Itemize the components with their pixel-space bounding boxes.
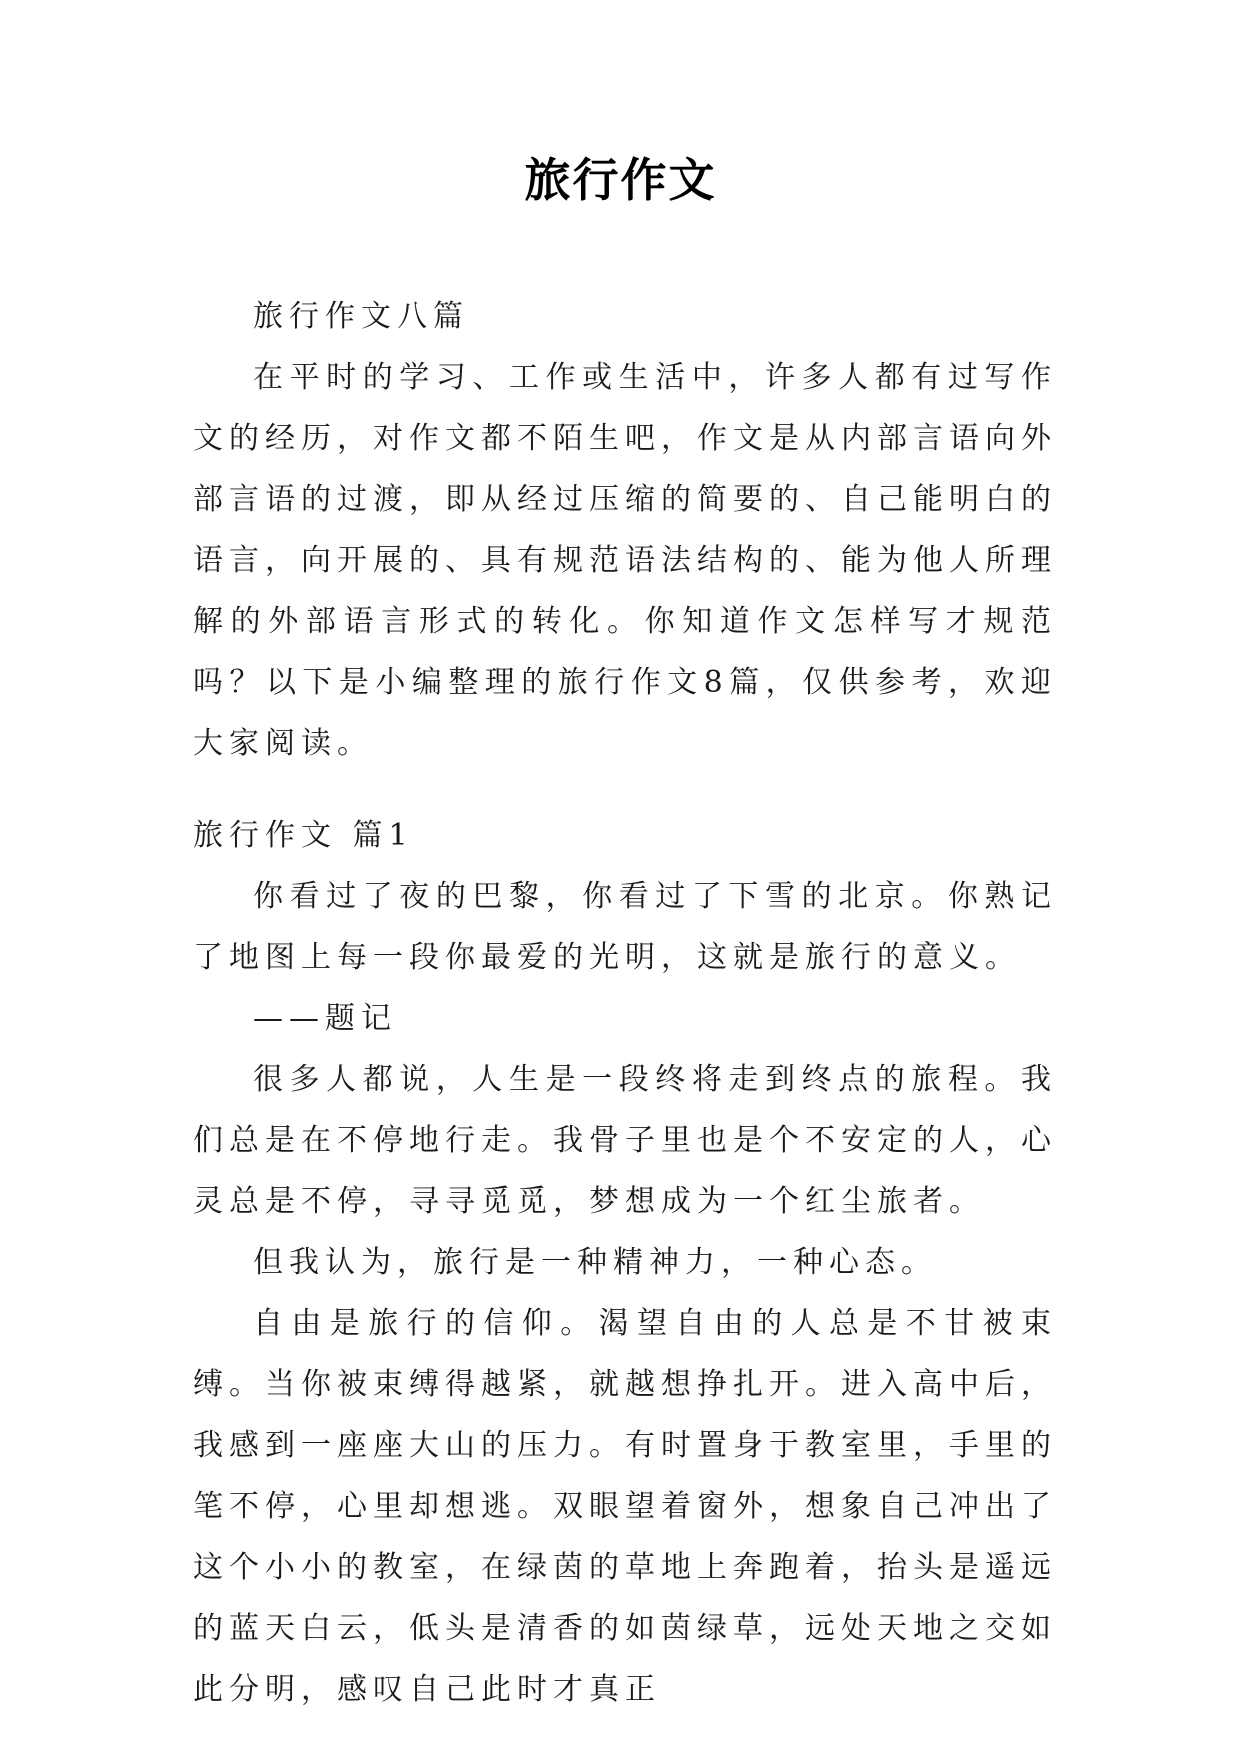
section-heading: 旅行作文 篇1 <box>193 818 414 853</box>
body-paragraph: 很多人都说，人生是一段终将走到终点的旅程。我们总是在不停地行走。我骨子里也是个不安定的人，心灵总是不停，寻寻觅觅，梦想成为一个红尘旅者。 <box>193 1062 1057 1219</box>
subtitle: 旅行作文八篇 <box>253 299 469 334</box>
body-paragraph: 自由是旅行的信仰。渴望自由的人总是不甘被束缚。当你被束缚得越紧，就越想挣扎开。进入高中后，我感到一座座大山的压力。有时置身于教室里，手里的笔不停，心里却想逃。双眼望着窗外，想象自己冲出了这个小小的教室，在绿茵的草地上奔跑着，抬头是遥远的蓝天白云，低头是清香的如茵绿草，远处天地之交如此分明，感叹自己此时才真正 <box>193 1306 1057 1707</box>
body-paragraph: 但我认为，旅行是一种精神力，一种心态。 <box>253 1245 937 1280</box>
body-paragraph: 你看过了夜的巴黎，你看过了下雪的北京。你熟记了地图上每一段你最爱的光明，这就是旅行的意义。 <box>193 879 1057 975</box>
document-body <box>193 286 1057 1720</box>
epigraph-attribution: ——题记 <box>253 1001 397 1036</box>
section-spacer <box>193 774 1057 805</box>
document-title: 旅行作文 <box>524 153 717 207</box>
intro-paragraph: 在平时的学习、工作或生活中，许多人都有过写作文的经历，对作文都不陌生吧，作文是从内部言语向外部言语的过渡，即从经过压缩的简要的、自己能明白的语言，向开展的、具有规范语法结构的、能为他人所理解的外部语言形式的转化。你知道作文怎样写才规范吗？以下是小编整理的旅行作文8篇，仅供参考，欢迎大家阅读。 <box>193 360 1057 761</box>
